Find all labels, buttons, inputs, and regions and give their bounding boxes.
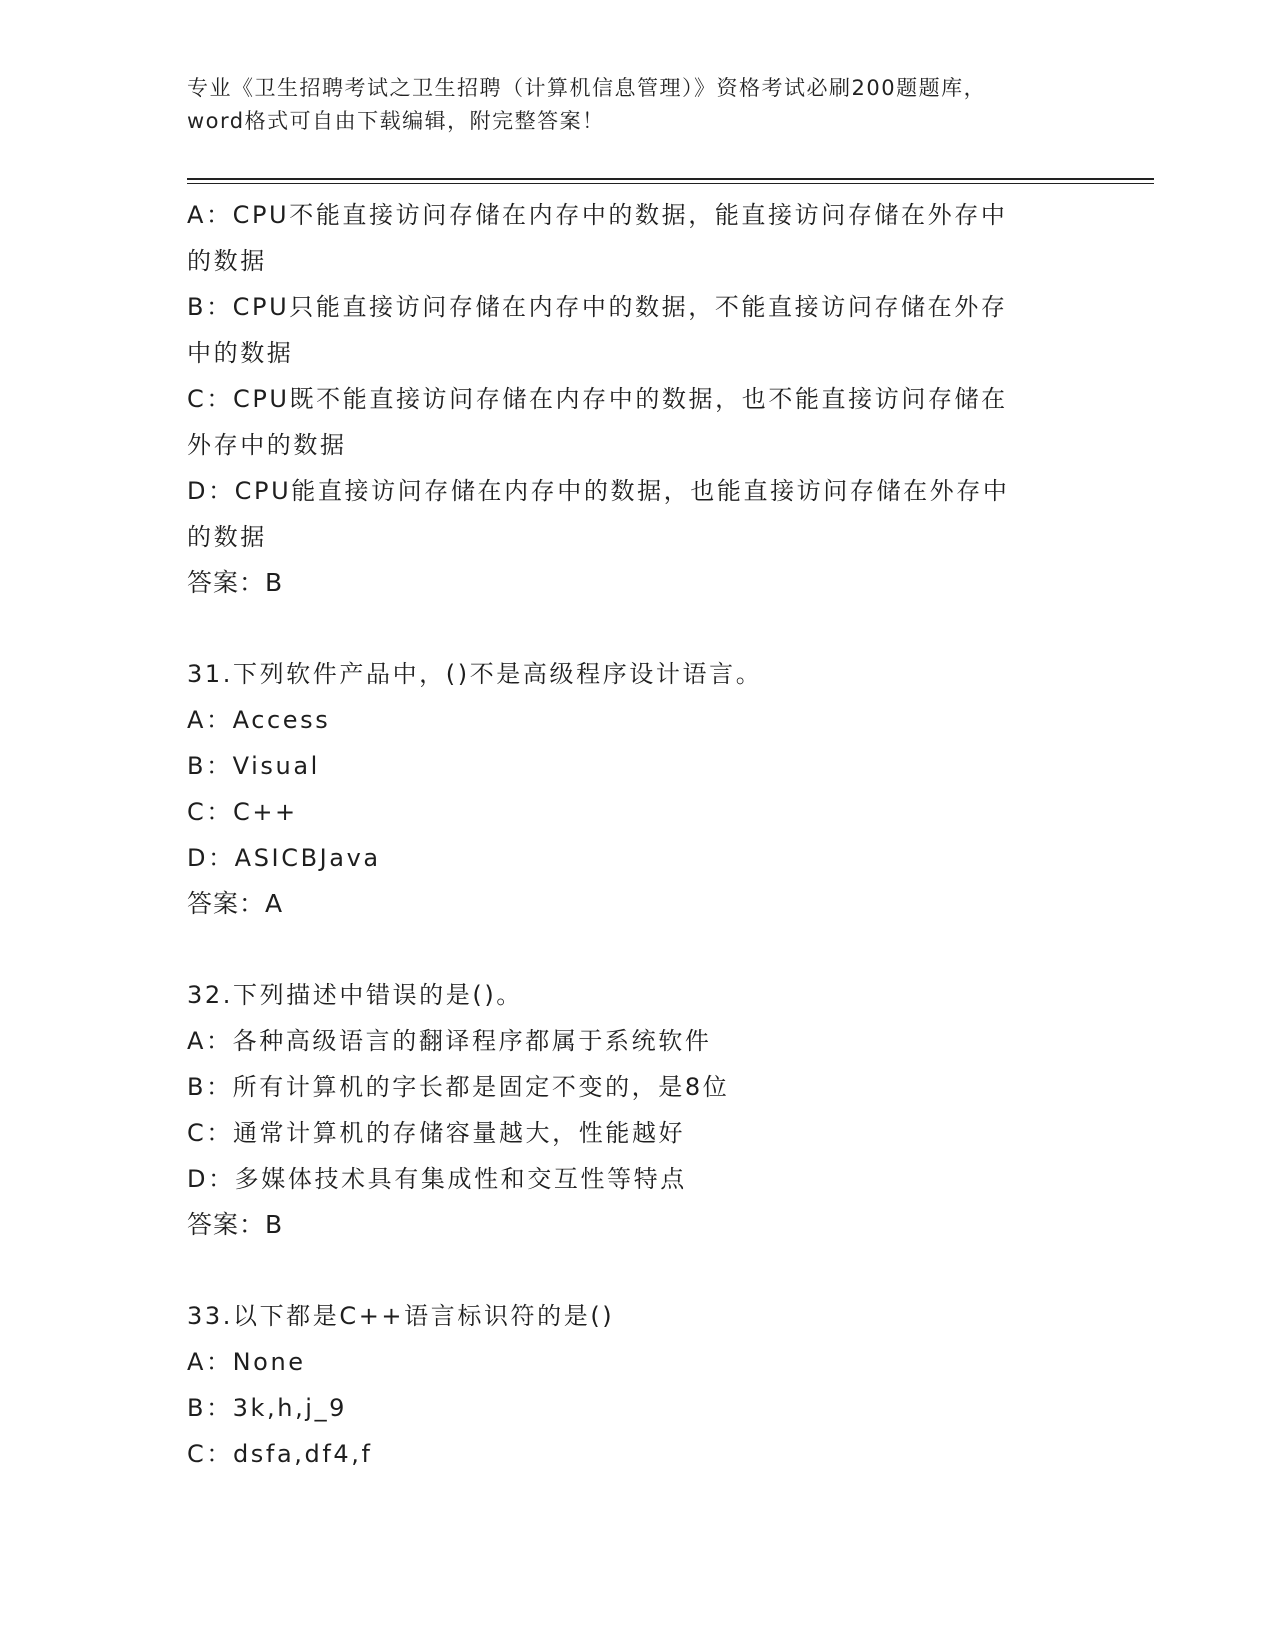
- question-list: [187, 192, 1067, 1477]
- answer-32: 答案：B: [187, 1210, 284, 1239]
- question-33-option-c: C：dsfa,df4,f: [187, 1440, 373, 1468]
- question-30-continued: [187, 192, 1067, 606]
- question-32-text: 32.下列描述中错误的是()。: [187, 981, 523, 1009]
- option-a-line-2: 的数据: [187, 247, 267, 275]
- spacer: [187, 927, 1067, 972]
- question-32-option-c: C：通常计算机的存储容量越大，性能越好: [187, 1119, 686, 1147]
- question-31-option-c: C：C++: [187, 798, 298, 826]
- answer-30: 答案：B: [187, 568, 284, 597]
- header-divider-thin: [187, 183, 1154, 184]
- header-divider-thick: [187, 178, 1154, 180]
- question-31: [187, 651, 1067, 927]
- option-b-line-1: B：CPU只能直接访问存储在内存中的数据，不能直接访问存储在外存: [187, 293, 1008, 321]
- option-d-line-1: D：CPU能直接访问存储在内存中的数据，也能直接访问存储在外存中: [187, 477, 1010, 505]
- question-33: [187, 1293, 1067, 1477]
- spacer: [187, 1248, 1067, 1293]
- document-header: [187, 72, 1087, 138]
- option-a-line-1: A：CPU不能直接访问存储在内存中的数据，能直接访问存储在外存中: [187, 201, 1008, 229]
- question-32-option-a: A：各种高级语言的翻译程序都属于系统软件: [187, 1027, 712, 1055]
- option-c-line-1: C：CPU既不能直接访问存储在内存中的数据，也不能直接访问存储在: [187, 385, 1008, 413]
- question-33-option-a: A：None: [187, 1348, 306, 1376]
- question-31-text: 31.下列软件产品中，()不是高级程序设计语言。: [187, 660, 763, 688]
- option-b-line-2: 中的数据: [187, 339, 294, 367]
- answer-31: 答案：A: [187, 889, 284, 918]
- spacer: [187, 606, 1067, 651]
- question-31-option-a: A：Access: [187, 706, 331, 734]
- question-33-text: 33.以下都是C++语言标识符的是(): [187, 1302, 615, 1330]
- question-32: [187, 972, 1067, 1248]
- header-title-line-1: 专业《卫生招聘考试之卫生招聘（计算机信息管理）》资格考试必刷200题题库，: [187, 76, 987, 100]
- option-c-line-2: 外存中的数据: [187, 431, 347, 459]
- question-31-option-d: D：ASICBJava: [187, 844, 381, 872]
- question-31-option-b: B：Visual: [187, 752, 320, 780]
- question-33-option-b: B：3k,h,j_9: [187, 1394, 348, 1422]
- header-title-line-2: word格式可自由下载编辑，附完整答案！: [187, 109, 605, 133]
- option-d-line-2: 的数据: [187, 523, 267, 551]
- question-32-option-d: D：多媒体技术具有集成性和交互性等特点: [187, 1165, 687, 1193]
- question-32-option-b: B：所有计算机的字长都是固定不变的，是8位: [187, 1073, 730, 1101]
